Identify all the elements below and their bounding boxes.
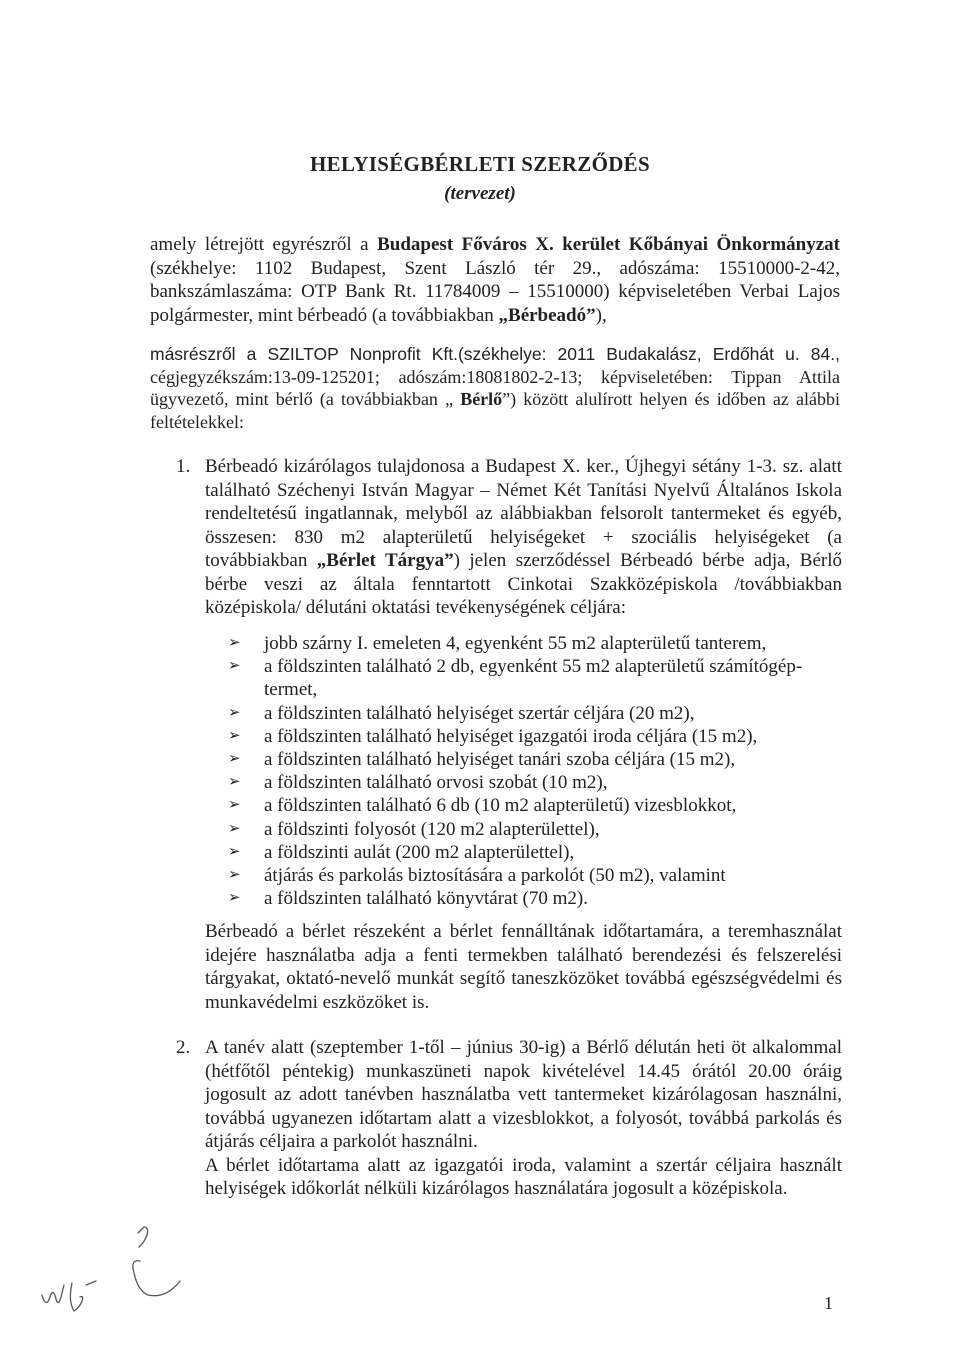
clause-2-text-1: A tanév alatt (szeptember 1-től – június 30-ig) a Bérlő délután heti öt alkalommal (hétfőtől péntekig) munkaszüneti napok kivételével 14.45 órától 20.00 óráig jogosult az adott tanévben használatba vett tantermeket kizárólagosan használni, továbbá ugyanezen időtartam alatt a vizesblokkot, a folyosót, továbbá parkolás és átjárás céljaira a parkolót használni. bbox=[205, 1037, 842, 1152]
party2-bold-1: Bérlő bbox=[460, 389, 503, 409]
list-item: ➢ a földszinti aulát (200 m2 alapterülettel), bbox=[228, 841, 575, 863]
intro-bold-1: Budapest Főváros X. kerület Kőbányai Önkormányzat bbox=[377, 234, 840, 255]
list-item: ➢ a földszinten található orvosi szobát (10 m2), bbox=[228, 772, 608, 794]
list-item: ➢ jobb szárny I. emeleten 4, egyenként 55 m2 alapterületű tanterem, bbox=[228, 633, 767, 654]
party2-paragraph bbox=[150, 343, 840, 433]
party2-text-2: cégjegyzékszám:13-09-125201; adószám:18081802-2-13; képviseletében: Tippan Attila ügyvezető, mint bérlő (a továbbiakban „ bbox=[150, 366, 840, 409]
handwritten-initials bbox=[20, 1195, 220, 1365]
arrow-bullet-icon: ➢ bbox=[228, 843, 241, 860]
list-item: ➢ a földszinten található 2 db, egyenként 55 m2 alapterületű számítógép-termet, bbox=[228, 656, 803, 701]
clause-1-text-2: ) jelen szerződéssel Bérbeadó bérbe adja, Bérlő bérbe veszi az általa fenntartott Cinkotai Szakközépiskola /továbbiakban középiskola/ délutáni oktatási tevékenységének céljára: bbox=[205, 550, 842, 618]
arrow-bullet-icon: ➢ bbox=[228, 867, 241, 884]
page-number: 1 bbox=[824, 1293, 833, 1313]
clause-1-bold-1: „Bérlet Tárgya” bbox=[316, 550, 454, 571]
list-item: ➢ a földszinten található 6 db (10 m2 alapterületű) vizesblokkot, bbox=[228, 795, 737, 817]
arrow-bullet-icon: ➢ bbox=[228, 635, 241, 651]
list-item: ➢ a földszinten található könyvtárat (70 m2). bbox=[228, 888, 588, 910]
list-item: ➢ a földszinti folyosót (120 m2 alapterülettel), bbox=[228, 818, 600, 840]
arrow-bullet-icon: ➢ bbox=[228, 774, 241, 791]
party2-text-1: másrészről a SZILTOP Nonprofit Kft.(székhelye: 2011 Budakalász, Erdőhát u. 84., bbox=[150, 344, 840, 364]
intro-text-2: (székhelye: 1102 Budapest, Szent László tér 29., adószáma: 15510000-2-42, bankszámlaszáma: OTP Bank Rt. 11784009 – 15510000) képviseletében Verbai Lajos polgármester, mint bérbeadó (a továbbiakban bbox=[150, 257, 840, 326]
clause-2 bbox=[176, 1036, 842, 1201]
intro-paragraph bbox=[150, 233, 840, 327]
clause-1-number: 1. bbox=[176, 456, 191, 477]
arrow-bullet-icon: ➢ bbox=[228, 820, 241, 837]
intro-text-3: ), bbox=[595, 304, 607, 326]
clause-1-body bbox=[205, 455, 842, 620]
arrow-bullet-icon: ➢ bbox=[228, 704, 241, 721]
list-item: ➢ a földszinten található helyiséget igazgatói iroda céljára (15 m2), bbox=[228, 725, 758, 747]
intro-text-1: amely létrejött egyrészről a bbox=[150, 234, 378, 255]
clause-1-text-1: Bérbeadó kizárólagos tulajdonosa a Budapest X. ker., Újhegyi sétány 1-3. sz. alatt található Széchenyi István Magyar – Német Két Tanítási Nyelvű Általános Iskola rendeltetésű ingatlannak, melyből az alábbiakban felsorolt tantermeket és egyéb, összesen: 830 m2 alapterületű helyiségeket + szociális helyiségeket (a továbbiakban bbox=[205, 456, 842, 571]
party2-text-3: ”) között alulírott helyen és időben az alábbi feltételekkel: bbox=[150, 389, 840, 432]
arrow-bullet-icon: ➢ bbox=[228, 658, 241, 675]
arrow-bullet-icon: ➢ bbox=[228, 751, 241, 768]
list-item: ➢ átjárás és parkolás biztosítására a parkolót (50 m2), valamint bbox=[228, 865, 726, 887]
arrow-bullet-icon: ➢ bbox=[228, 797, 241, 814]
arrow-bullet-icon: ➢ bbox=[228, 890, 241, 907]
arrow-bullet-icon: ➢ bbox=[228, 727, 241, 744]
document-subtitle: (tervezet) bbox=[444, 183, 516, 204]
document-title: HELYISÉGBÉRLETI SZERZŐDÉS bbox=[310, 152, 650, 176]
clause-1 bbox=[176, 455, 842, 620]
rented-items-list bbox=[228, 632, 848, 910]
list-item: ➢ a földszinten található helyiséget tanári szoba céljára (15 m2), bbox=[228, 749, 736, 771]
equipment-paragraph: Bérbeadó a bérlet részeként a bérlet fennálltának időtartamára, a teremhasználat idejére használatba adja a fenti termekben található berendezési és felszerelési tárgyakat, oktató-nevelő munkát segítő taneszközöket továbbá egészségvédelmi és munkavédelmi eszközöket is. bbox=[205, 921, 842, 1013]
intro-bold-2: „Bérbeadó” bbox=[498, 304, 596, 326]
clause-2-number: 2. bbox=[176, 1037, 191, 1058]
clause-2-body bbox=[205, 1036, 842, 1201]
list-item: ➢ a földszinten található helyiséget szertár céljára (20 m2), bbox=[228, 702, 695, 724]
clause-2-text-2: A bérlet időtartama alatt az igazgatói iroda, valamint a szertár céljaira használt helyiségek időkorlát nélküli kizárólagos használatára jogosult a középiskola. bbox=[205, 1154, 842, 1199]
